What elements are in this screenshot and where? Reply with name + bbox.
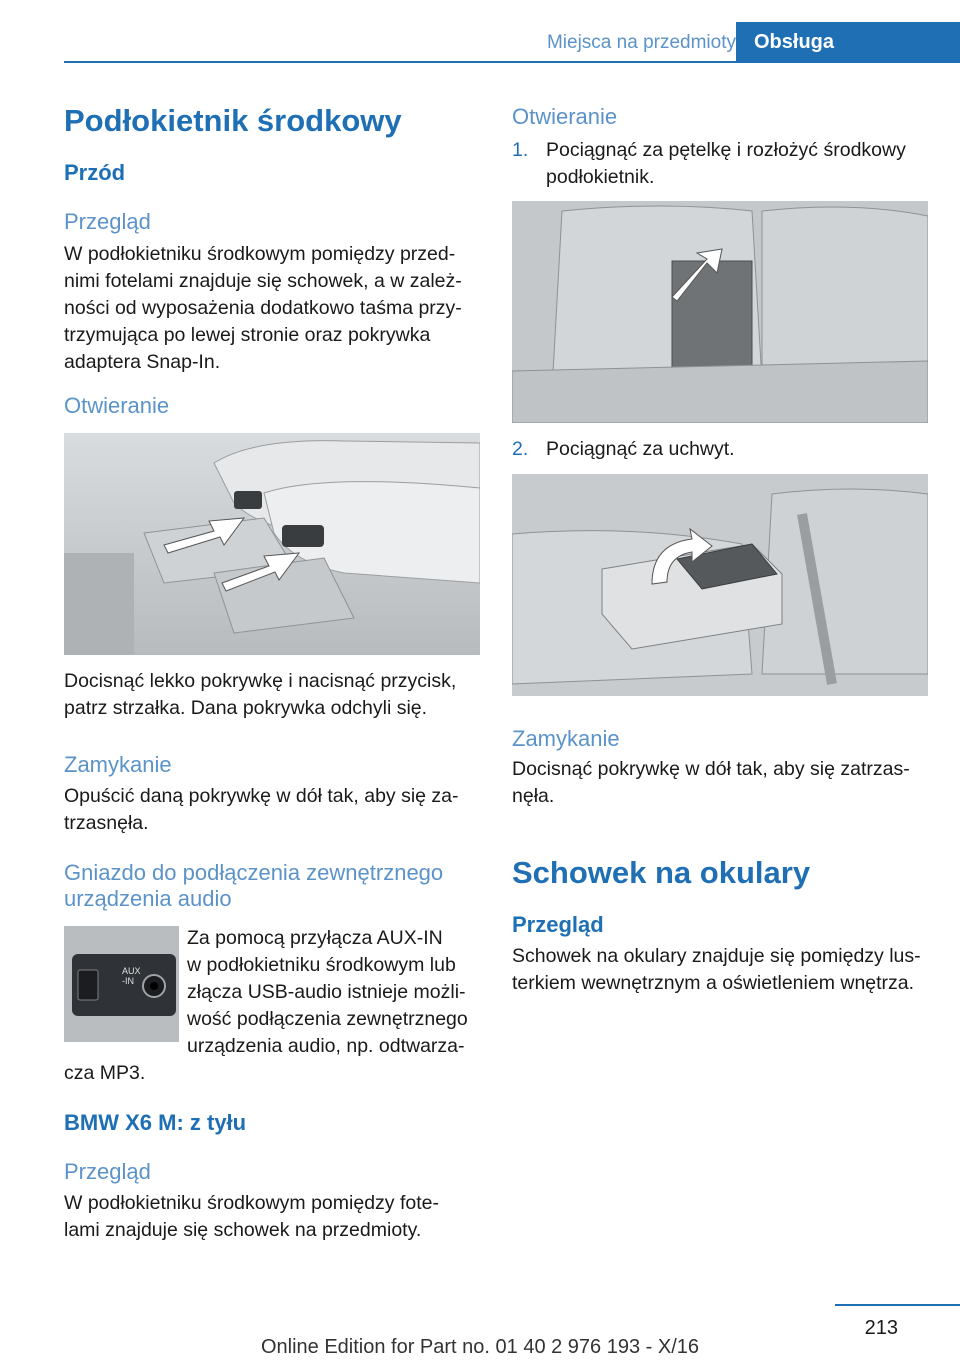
glasses-overview-text: Schowek na okulary znajduje się pomiędzy lus- terkiem wewnętrznym a oświetleniem wnętrza. bbox=[512, 945, 921, 994]
header-rule bbox=[64, 61, 960, 63]
heading-glasses-compartment: Schowek na okulary bbox=[512, 855, 811, 890]
header-section-title: Miejsca na przedmioty bbox=[546, 32, 736, 53]
closing-text: Opuścić daną pokrywkę w dół tak, aby się za- trzasnęła. bbox=[64, 785, 459, 834]
page-title: Podłokietnik środkowy bbox=[64, 103, 402, 138]
footer-rule bbox=[835, 1304, 960, 1306]
closing-text-rear: Docisnąć pokrywkę w dół tak, aby się zatrzas- nęła. bbox=[512, 758, 910, 807]
heading-x6m-rear: BMW X6 M: z tyłu bbox=[64, 1110, 247, 1135]
overview-text: W podłokietniku środkowym pomiędzy przed- nimi fotelami znajduje się schowek, a w zależ- ności od wyposażenia dodatkowo taśma przy- trzymująca po lewej stronie oraz pokrywka adaptera Snap-In. bbox=[64, 243, 462, 373]
heading-overview: Przegląd bbox=[64, 209, 151, 234]
figure-aux-usb bbox=[64, 926, 179, 1042]
step-1-number: 1. bbox=[512, 139, 529, 161]
figure-rear-armrest-loop bbox=[512, 201, 928, 423]
subtitle-front: Przód bbox=[64, 160, 126, 185]
heading-closing-rear: Zamykanie bbox=[512, 726, 620, 751]
header-chapter-tab: Obsługa bbox=[736, 22, 960, 62]
opening-caption: Docisnąć lekko pokrywkę i nacisnąć przycisk, patrz strzałka. Dana pokrywka odchyli się. bbox=[64, 670, 457, 719]
step-2-text: Pociągnąć za uchwyt. bbox=[546, 438, 735, 460]
figure-armrest-front bbox=[64, 433, 480, 655]
heading-audio-socket: Gniazdo do podłączenia zewnętrznego urządzenia audio bbox=[64, 860, 444, 911]
audio-text: Za pomocą przyłącza AUX-IN w podłokietniku środkowym lub złącza USB-audio istnieje możli- wość podłączenia zewnętrznego urządzenia audio, np. odtwarza- bbox=[187, 927, 468, 1057]
figure-rear-armrest-handle bbox=[512, 474, 928, 696]
aux-in-label: AUX-IN bbox=[122, 966, 141, 986]
heading-glasses-overview: Przegląd bbox=[512, 912, 604, 937]
heading-x6m-overview: Przegląd bbox=[64, 1159, 151, 1184]
audio-text-tail: cza MP3. bbox=[64, 1062, 146, 1084]
step-2-number: 2. bbox=[512, 438, 529, 460]
heading-opening-rear: Otwieranie bbox=[512, 104, 618, 129]
heading-opening: Otwieranie bbox=[64, 393, 170, 418]
online-edition-note: Online Edition for Part no. 01 40 2 976 193 - X/16 bbox=[260, 1336, 700, 1358]
x6m-overview-text: W podłokietniku środkowym pomiędzy fote- lami znajduje się schowek na przedmioty. bbox=[64, 1192, 439, 1241]
step-1-text: Pociągnąć za pętelkę i rozłożyć środkowy podłokietnik. bbox=[546, 139, 906, 188]
page-number: 213 bbox=[864, 1317, 898, 1339]
heading-closing: Zamykanie bbox=[64, 752, 172, 777]
